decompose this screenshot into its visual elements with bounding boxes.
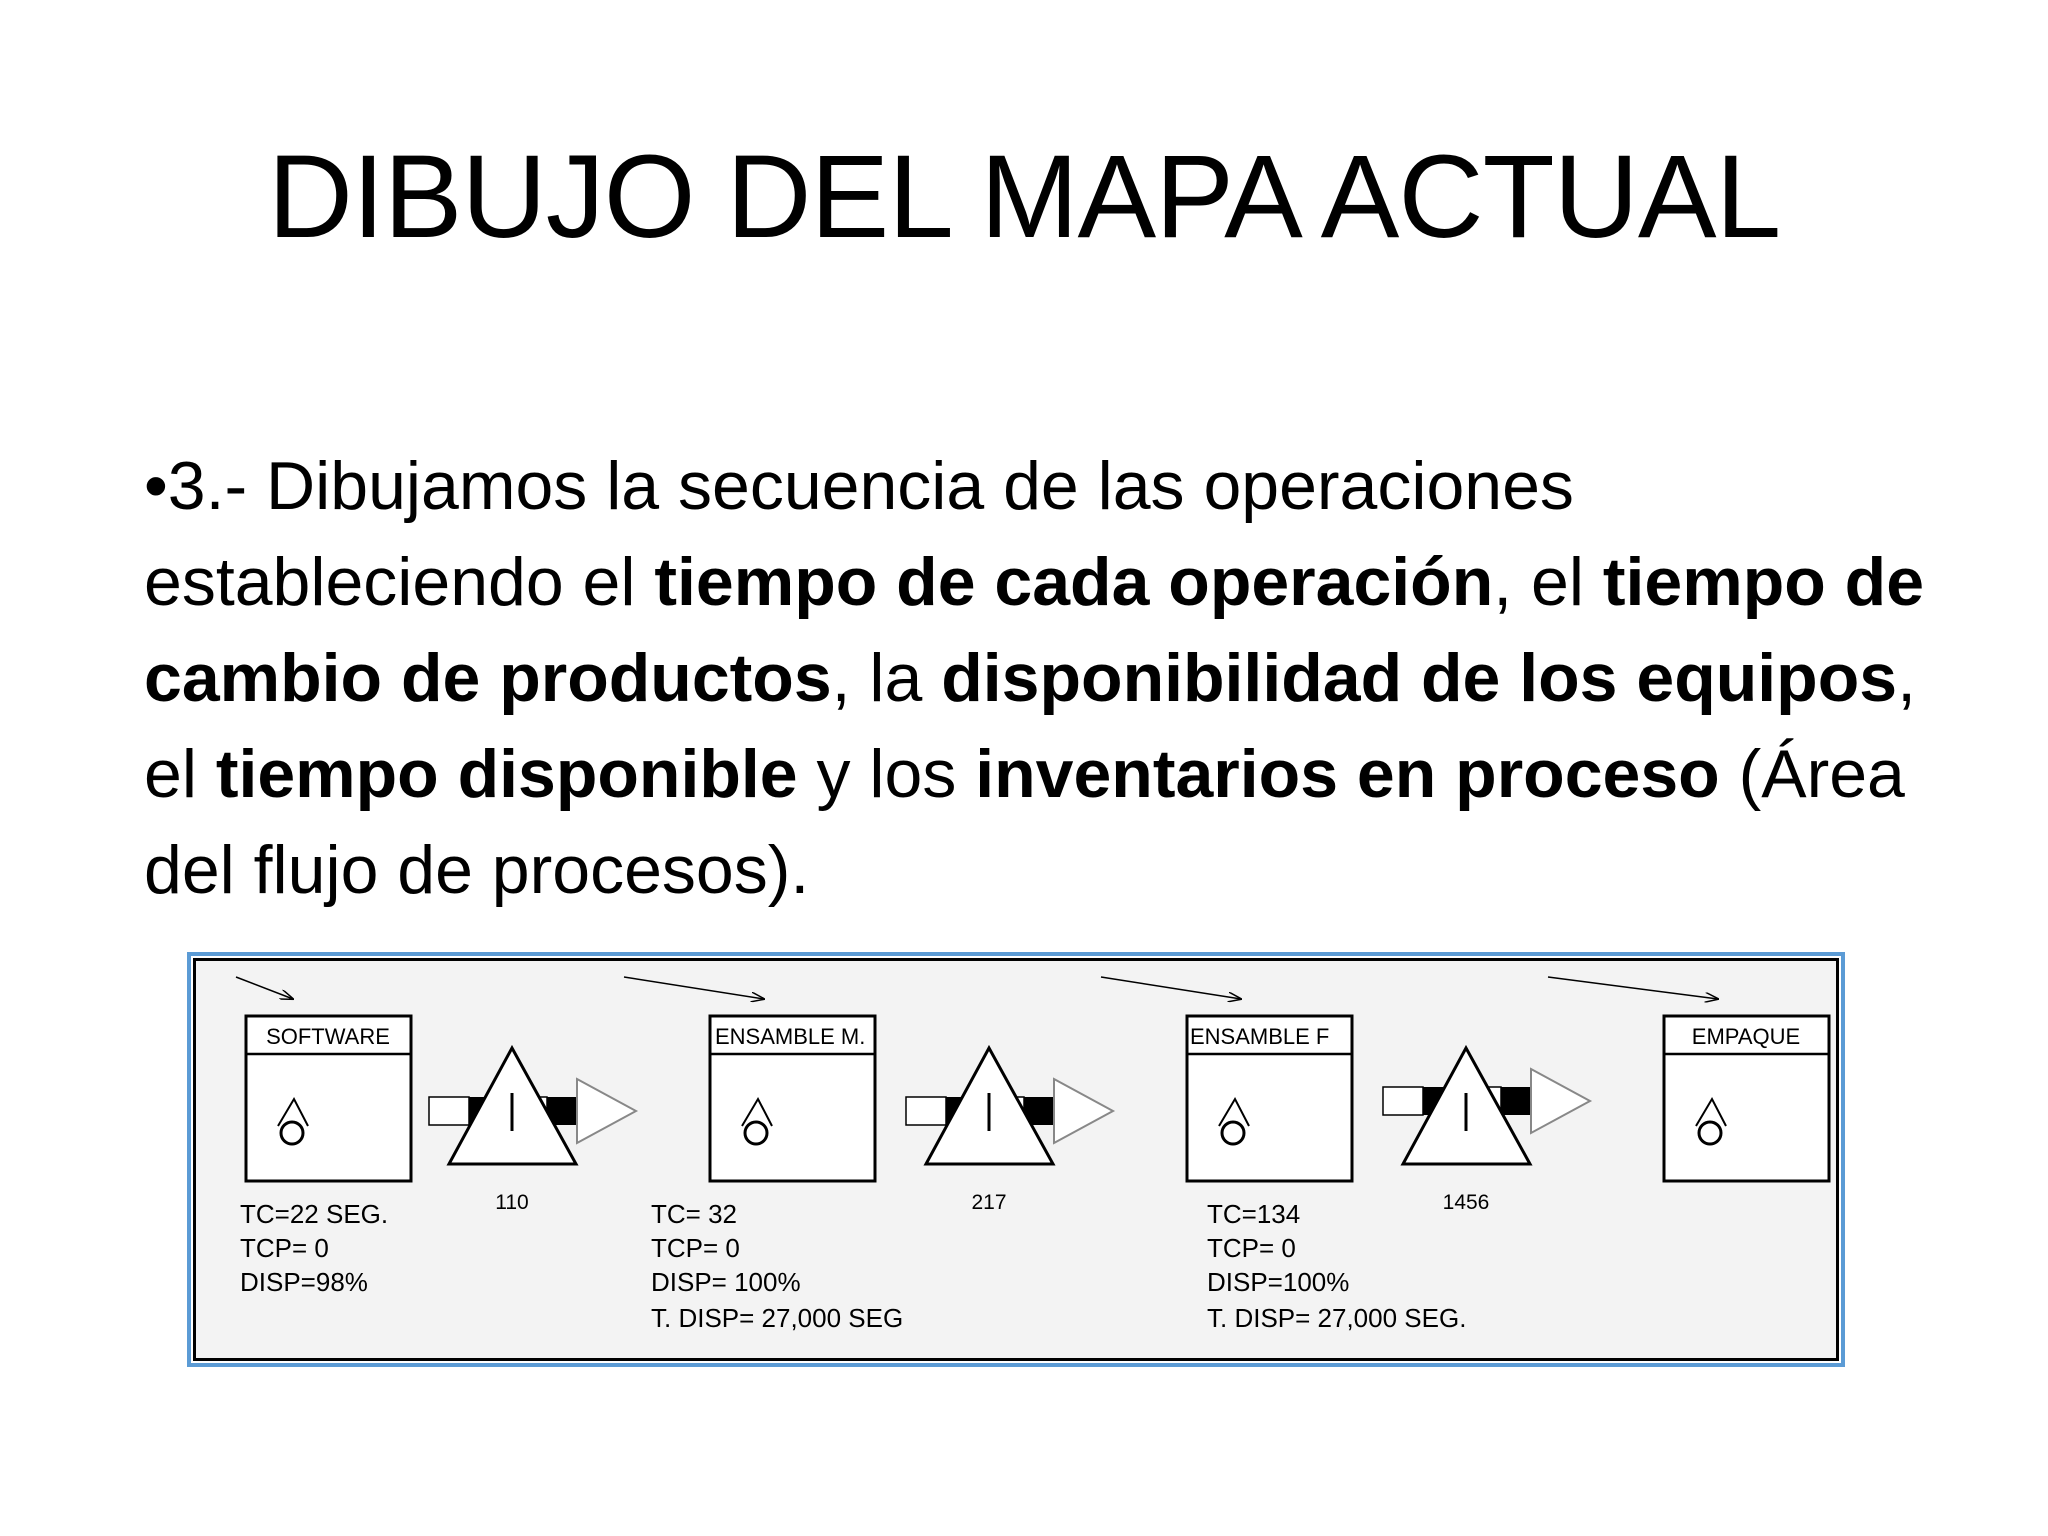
process-data-line: T. DISP= 27,000 SEG. [1207,1303,1467,1333]
value-stream-map-canvas [193,958,1839,1361]
process-box-empaque [1548,977,1829,1181]
process-data-line: TCP= 0 [651,1233,740,1263]
diagonal-arrow-icon [236,977,293,999]
bullet-segment-bold: tiempo disponible [215,736,798,812]
bullet-segment-bold: tiempo de cambio de productos [144,544,1925,716]
bullet-segment: y los [797,736,976,812]
inventory-quantity: 217 [971,1191,1007,1214]
bullet-segment-bold: inventarios en proceso [975,736,1720,812]
inventory-quantity: 110 [495,1191,529,1214]
value-stream-map [187,952,1845,1367]
inventory-quantity: 1456 [1442,1191,1490,1214]
bullet-segment: •3.- Dibujamos la secuencia de las operaciones estableciendo el [144,448,1574,620]
bullet-segment-bold: disponibilidad de los equipos [941,640,1898,716]
process-data-line: TCP= 0 [240,1233,329,1263]
bullet-segment-bold: tiempo de cada operación [654,544,1494,620]
bullet-segment: (Área del flujo de procesos). [144,736,1905,908]
process-data-line: TC=134 [1207,1199,1301,1229]
process-data-line: DISP=98% [240,1267,368,1297]
slide-title: DIBUJO DEL MAPA ACTUAL [267,131,1781,263]
diagonal-arrow-icon [1101,977,1241,999]
bullet-paragraph [144,438,1944,918]
process-data-line: TC=22 SEG. [240,1199,389,1229]
process-data-line: TC= 32 [651,1199,737,1229]
diagonal-arrow-icon [624,977,764,999]
process-name: ENSAMBLE M. [715,1024,866,1049]
process-data-line: DISP= 100% [651,1267,801,1297]
process-box-software [236,977,411,1297]
process-box-ensamble-m [624,977,903,1333]
bullet-segment: , la [831,640,942,716]
process-name: ENSAMBLE F [1190,1024,1330,1049]
process-data-line: TCP= 0 [1207,1233,1296,1263]
bullet-segment: , el [1493,544,1603,620]
bullet-segment: , el [144,640,1916,812]
process-name: SOFTWARE [266,1024,390,1049]
diagonal-arrow-icon [1548,977,1718,999]
process-name: EMPAQUE [1691,1024,1801,1049]
process-data-line: DISP=100% [1207,1267,1350,1297]
process-data-line: T. DISP= 27,000 SEG [651,1303,904,1333]
value-stream-map-svg [196,961,1838,1360]
